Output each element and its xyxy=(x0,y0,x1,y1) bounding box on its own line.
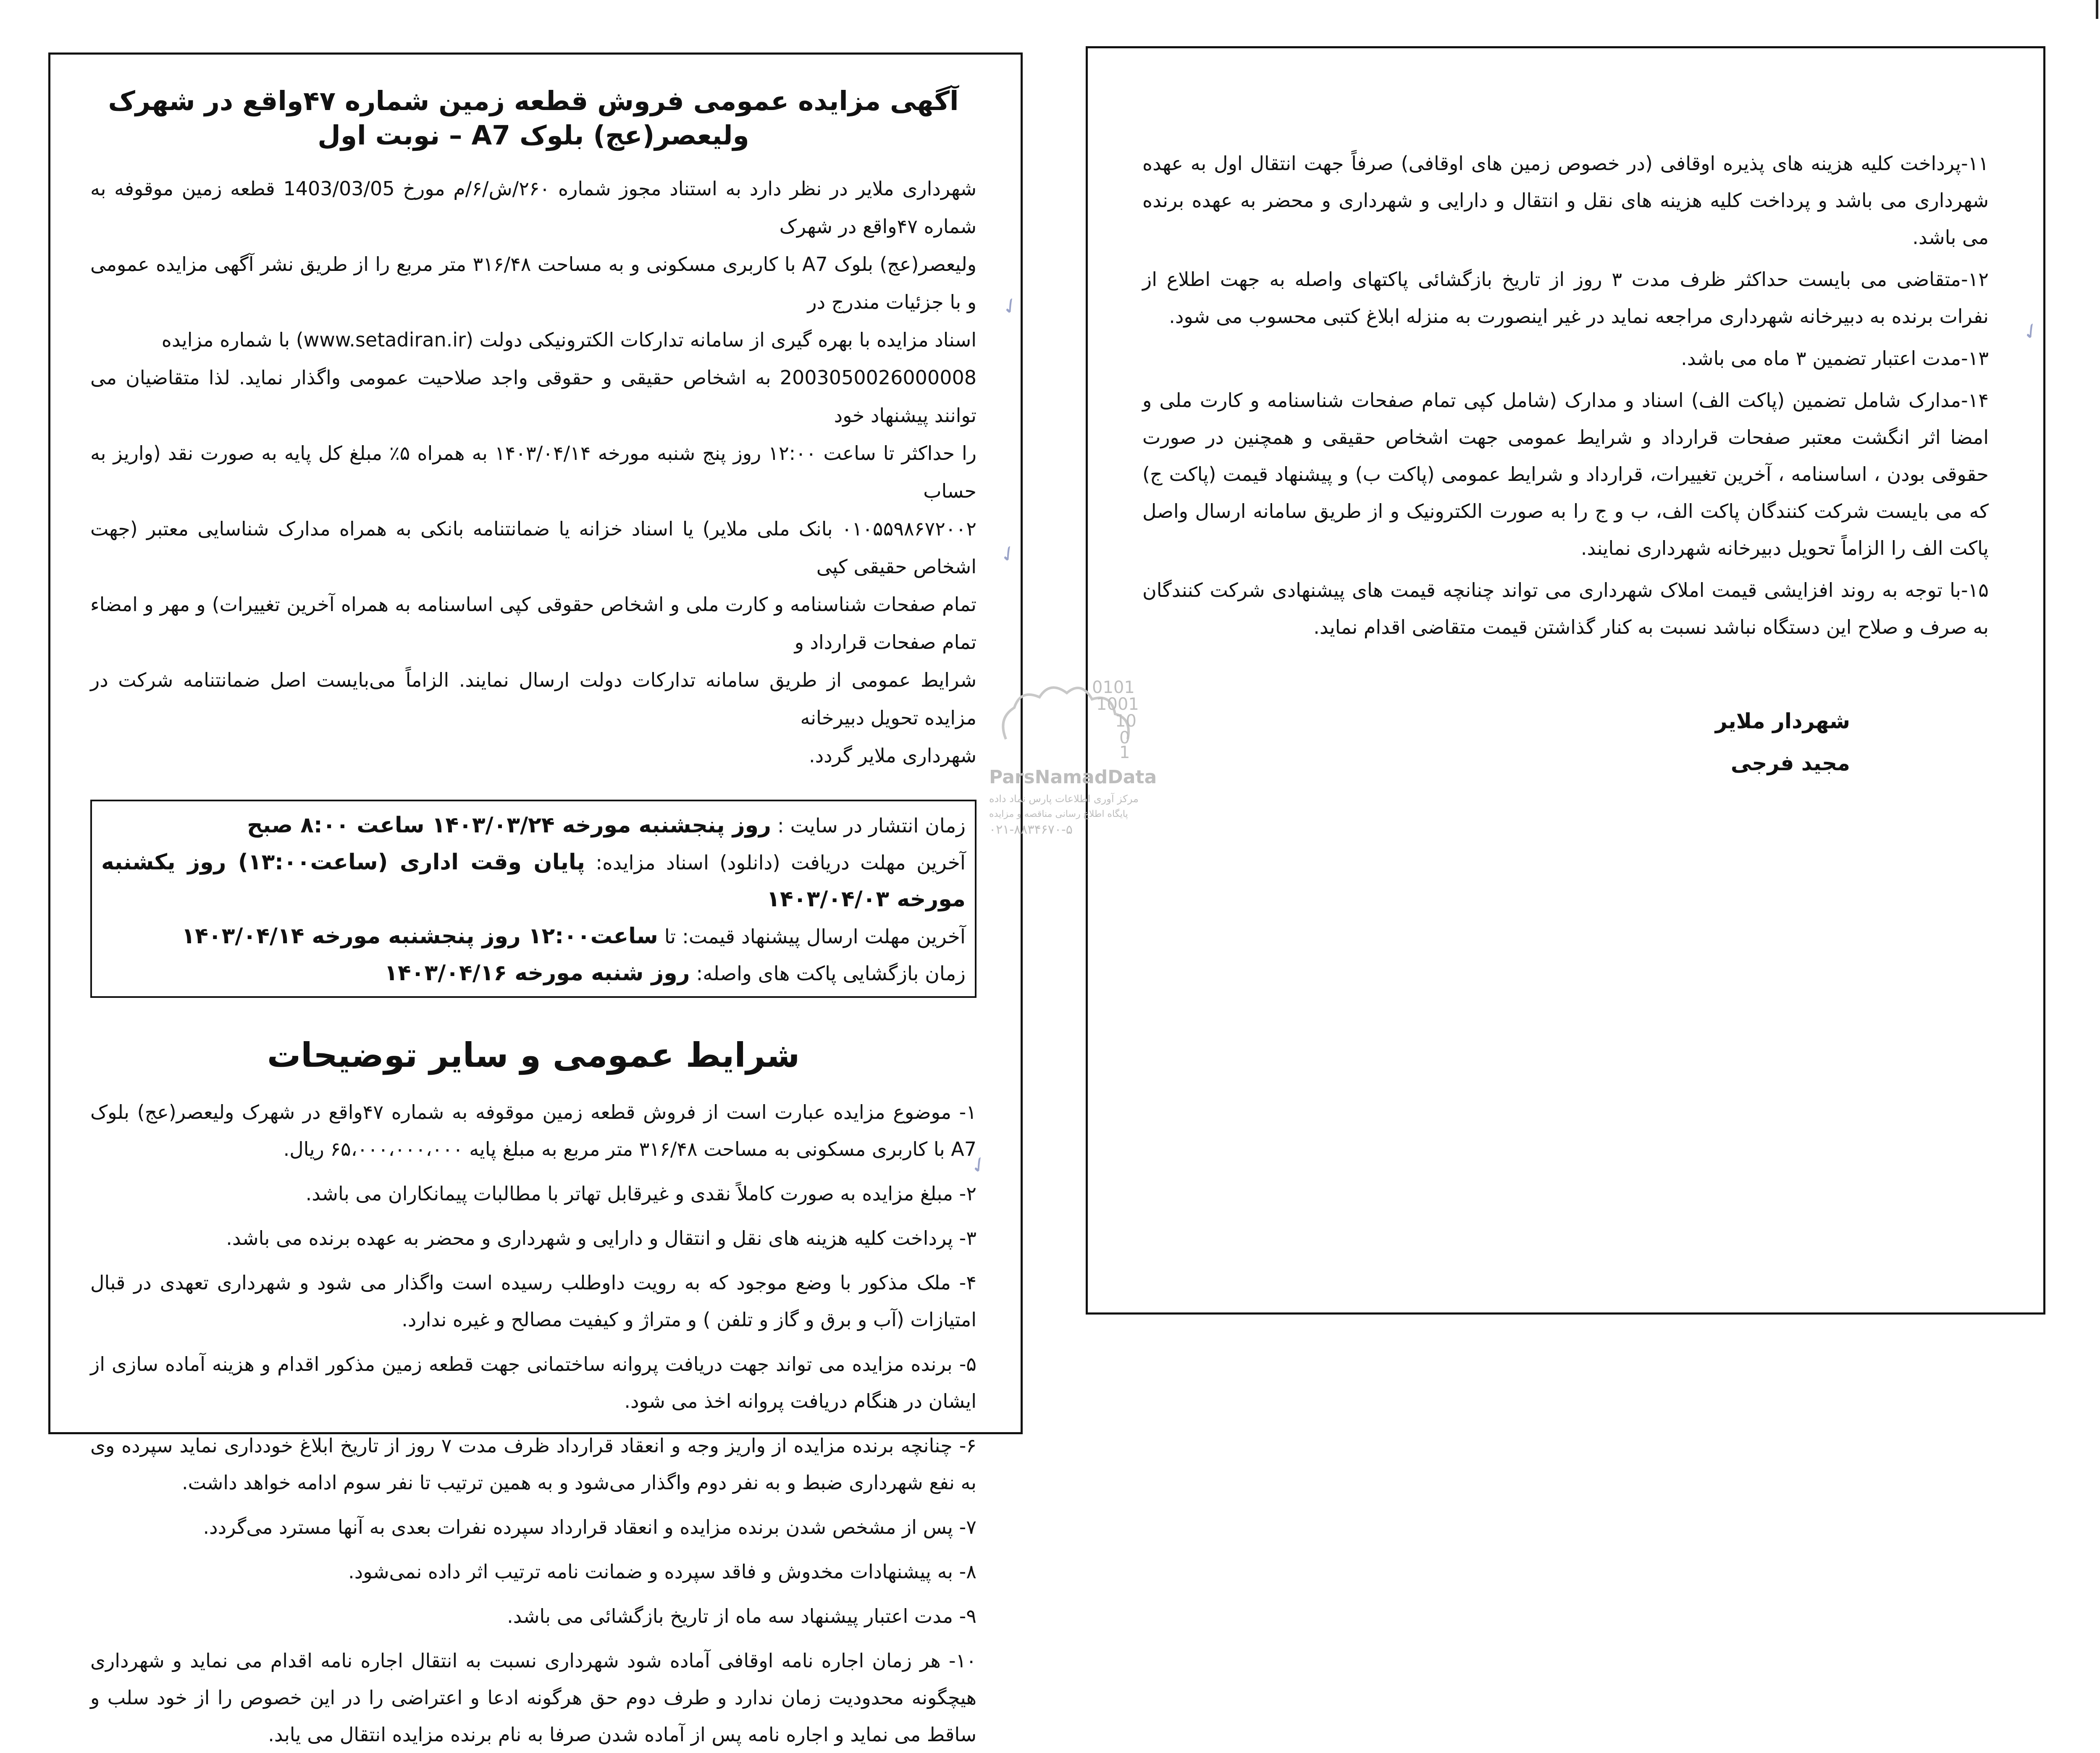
condition-item xyxy=(1142,340,1989,377)
schedule-label: زمان بازگشایی پاکت های واصله: xyxy=(690,962,966,985)
additional-conditions-list xyxy=(1142,145,1989,646)
stamp-binary: 10 xyxy=(1115,711,1137,731)
schedule-box xyxy=(90,800,976,998)
condition-number: ۴- xyxy=(959,1271,976,1294)
schedule-label: آخرین مهلت ارسال پیشنهاد قیمت: تا xyxy=(658,925,966,948)
condition-item xyxy=(90,1598,976,1635)
condition-text: پرداخت کلیه هزینه های پذیره اوقافی (در خصوص زمین های اوقافی) صرفاً جهت انتقال اول به عهده شهرداری می باشد و پرداخت کلیه هزینه های نقل و انتقال و دارایی و شهرداری و محضر به عهده برنده می باشد. xyxy=(1142,152,1989,249)
notice-intro xyxy=(90,170,976,774)
condition-item xyxy=(90,1264,976,1338)
intro-line: شهرداری ملایر گردد. xyxy=(809,744,976,767)
schedule-value: پایان وقت اداری (ساعت۱۳:۰۰) روز یکشنبه مورخه ۱۴۰۳/۰۴/۰۳ xyxy=(101,849,966,912)
schedule-row-download xyxy=(101,844,966,918)
condition-text: به پیشنهادات مخدوش و فاقد سپرده و ضمانت نامه ترتیب اثر داده نمی‌شود. xyxy=(348,1560,953,1583)
stamp-brand: ParsNamadData xyxy=(989,766,1157,788)
schedule-label: زمان انتشار در سایت : xyxy=(771,814,966,837)
condition-number: ۵- xyxy=(959,1352,977,1375)
signatory-name: مجید فرجی xyxy=(1730,751,1850,775)
signature-block xyxy=(1142,700,1850,784)
condition-text: موضوع مزایده عبارت است از فروش قطعه زمین موقوفه به شماره ۴۷واقع در شهرک ولیعصر(عج) بلوک A7 با کاربری مسکونی به مساحت ۳۱۶/۴۸ متر مربع به مبلغ پایه ۶۵،۰۰۰،۰۰۰،۰۰۰ ریال. xyxy=(90,1100,976,1160)
condition-item xyxy=(90,1346,976,1420)
intro-line: شهرداری ملایر در نظر دارد به استناد مجوز شماره ۲۶۰/ش/۶/م مورخ 1403/03/05 قطعه زمین موقوفه به شماره ۴۷واقع در شهرک xyxy=(90,177,976,238)
condition-item xyxy=(1142,261,1989,335)
schedule-row-opening xyxy=(101,955,966,992)
stamp-org: مرکز آوری اطلاعات پارس نماد داده xyxy=(989,793,1139,805)
condition-number: ۱- xyxy=(959,1100,976,1123)
condition-item xyxy=(90,1427,976,1501)
intro-line: شرایط عمومی از طریق سامانه تدارکات دولت ارسال نمایند. الزاماً می‌بایست اصل ضمانتنامه شرکت در مزایده تحویل دبیرخانه xyxy=(90,668,976,729)
pen-tick-icon: ✓ xyxy=(965,1150,993,1180)
schedule-row-submit xyxy=(101,918,966,955)
scan-edge-mark xyxy=(2096,0,2098,19)
condition-number: ۷- xyxy=(959,1515,976,1538)
condition-text: با توجه به روند افزایشی قیمت املاک شهرداری می تواند چنانچه قیمت های پیشنهادی شرکت کنندگان به صرف و صلاح این دستگاه نباشد نسبت به کنار گذاشتن قیمت متقاضی اقدام نماید. xyxy=(1142,579,1989,638)
condition-item xyxy=(90,1220,976,1257)
pen-tick-icon: ✓ xyxy=(995,539,1022,569)
condition-number: ۱۵- xyxy=(1961,579,1989,601)
condition-number: ۱۳- xyxy=(1961,347,1989,370)
stamp-binary: 1 xyxy=(1119,743,1130,762)
stamp-binary: 0101 xyxy=(1092,678,1135,697)
conditions-heading: شرایط عمومی و سایر توضیحات xyxy=(267,1035,800,1075)
schedule-value: روز شنبه مورخه ۱۴۰۳/۰۴/۱۶ xyxy=(384,960,690,986)
schedule-value: ساعت۱۲:۰۰ روز پنجشنبه مورخه ۱۴۰۳/۰۴/۱۴ xyxy=(181,923,658,949)
condition-number: ۱۴- xyxy=(1961,389,1989,412)
condition-text: مدت اعتبار پیشنهاد سه ماه از تاریخ بازگشائی می باشد. xyxy=(507,1604,953,1627)
stamp-binary: 1001 xyxy=(1096,695,1139,714)
condition-number: ۸- xyxy=(959,1560,976,1583)
signatory-title: شهردار ملایر xyxy=(1715,709,1850,733)
condition-number: ۶- xyxy=(959,1434,977,1457)
condition-number: ۹- xyxy=(959,1604,976,1627)
pen-tick-icon: ✓ xyxy=(997,291,1024,321)
additional-conditions-panel xyxy=(1086,46,2045,1315)
condition-text: مدت اعتبار تضمین ۳ ماه می باشد. xyxy=(1681,347,1961,370)
stamp-phone: ۰۲۱-۸۸۳۴۶۷۰-۵ xyxy=(989,822,1073,837)
condition-text: ملک مذکور با وضع موجود که به رویت داوطلب رسیده است واگذار می شود و شهرداری تعهدی در قبال امتیازات (آب و برق و گاز و تلفن ) و متراژ و کیفیت مصالح و غیره ندارد. xyxy=(90,1271,976,1331)
condition-number: ۱۱- xyxy=(1961,152,1989,175)
condition-item xyxy=(90,1094,976,1168)
condition-text: مدارک شامل تضمین (پاکت الف) اسناد و مدارک (شامل کپی تمام صفحات شناسنامه و کارت ملی و امضا اثر انگشت معتبر صفحات قرارداد و شرایط عمومی جهت اشخاص حقیقی و همچنین در صورت حقوقی بودن ، اساسنامه ، آخرین تغییرات، قرارداد و شرایط عمومی (پاکت ب) و پیشنهاد قیمت (پاکت ج) که می بایست شرکت کنندگان پاکت الف، ب و ج را به صورت الکترونیک و از طریق سامانه ارسال واصل پاکت الف را الزاماً تحویل دبیرخانه شهرداری نمایند. xyxy=(1142,389,1989,559)
stamp-binary: 0 xyxy=(1119,728,1130,748)
parsnamad-stamp-icon xyxy=(981,668,1174,861)
condition-text: مبلغ مزایده به صورت کاملاً نقدی و غیرقابل تهاتر با مطالبات پیمانکاران می باشد. xyxy=(305,1182,953,1205)
condition-item xyxy=(90,1175,976,1212)
auction-notice-panel xyxy=(48,52,1023,1746)
intro-line: 2003050026000008 به اشخاص حقیقی و حقوقی واجد صلاحیت عمومی واگذار نماید. لذا متقاضیان می توانند پیشنهاد خود xyxy=(90,366,976,427)
condition-item xyxy=(1142,145,1989,256)
condition-item xyxy=(90,1509,976,1546)
condition-number: ۱۲- xyxy=(1961,268,1989,291)
condition-text: هر زمان اجاره نامه اوقافی آماده شود شهرداری نسبت به انتقال اجاره نامه اقدام می نماید و شهرداری هیچگونه محدودیت زمان ندارد و طرف دوم حق هرگونه ادعا و اعتراضی را در این خصوص را از خود سلب و ساقط می نماید و اجاره نامه پس از آماده شدن صرفا به نام برنده مزایده انتقال می یابد. xyxy=(90,1649,976,1746)
schedule-value: روز پنجشنبه مورخه ۱۴۰۳/۰۳/۲۴ ساعت ۸:۰۰ صبح xyxy=(247,812,771,838)
condition-text: متقاضی می بایست حداکثر ظرف مدت ۳ روز از تاریخ بازگشائی پاکتهای واصله به جهت اطلاع از نفرات برنده به دبیرخانه شهرداری مراجعه نماید در غیر اینصورت به منزله ابلاغ کتبی محسوب می شود. xyxy=(1142,268,1989,328)
condition-number: ۱۰- xyxy=(948,1649,977,1672)
intro-line: را حداکثر تا ساعت ۱۲:۰۰ روز پنج شنبه مورخه ۱۴۰۳/۰۴/۱۴ به همراه ۵٪ مبلغ کل پایه به صورت نقد (واریز به حساب xyxy=(90,441,977,502)
condition-item xyxy=(90,1642,976,1753)
stamp-subline: پایگاه اطلاع رسانی مناقصه و مزایده xyxy=(989,809,1128,819)
intro-line: ۰۱۰۵۵۹۸۶۷۲۰۰۲ بانک ملی ملایر) یا اسناد خزانه یا ضمانتنامه بانکی به همراه مدارک شناسایی معتبر (جهت اشخاص حقیقی کپی xyxy=(90,517,976,578)
condition-item xyxy=(1142,572,1989,646)
pen-tick-icon: ✓ xyxy=(2017,316,2045,346)
intro-line: ولیعصر(عج) بلوک A7 با کاربری مسکونی و به مساحت ۳۱۶/۴۸ متر مربع را از طریق نشر آگهی مزایده عمومی و با جزئیات مندرج در xyxy=(90,252,977,313)
condition-text: پرداخت کلیه هزینه های نقل و انتقال و دارایی و شهرداری و محضر به عهده برنده می باشد. xyxy=(226,1226,953,1249)
condition-number: ۲- xyxy=(959,1182,976,1205)
notice-title: آگهی مزایده عمومی فروش قطعه زمین شماره ۴۷واقع در شهرک ولیعصر(عج) بلوک A7 – نوبت اول xyxy=(108,86,959,151)
intro-line: اسناد مزایده با بهره گیری از سامانه تدارکات الکترونیکی دولت (www.setadiran.ir) با شماره مزایده xyxy=(161,328,976,351)
condition-item xyxy=(1142,382,1989,567)
schedule-row-publish xyxy=(101,807,966,844)
schedule-label: آخرین مهلت دریافت (دانلود) اسناد مزایده: xyxy=(585,851,966,874)
condition-text: برنده مزایده می تواند جهت دریافت پروانه ساختمانی جهت قطعه زمین مذکور اقدام و هزینه آماده سازی از ایشان در هنگام دریافت پروانه اخذ می شود. xyxy=(90,1352,976,1412)
condition-number: ۳- xyxy=(959,1226,976,1249)
condition-text: پس از مشخص شدن برنده مزایده و انعقاد قرارداد سپرده نفرات بعدی به آنها مسترد می‌گردد. xyxy=(203,1515,953,1538)
condition-item xyxy=(90,1553,976,1590)
condition-text: چنانچه برنده مزایده از واریز وجه و انعقاد قرارداد ظرف مدت ۷ روز از تاریخ ابلاغ خودداری نماید سپرده وی به نفع شهرداری ضبط و به نفر دوم واگذار می‌شود و به همین ترتیب تا نفر سوم ادامه خواهد داشت. xyxy=(90,1434,976,1494)
intro-line: تمام صفحات شناسنامه و کارت ملی و اشخاص حقوقی کپی اساسنامه به همراه آخرین تغییرات) و مهر و امضاء تمام صفحات قرارداد و xyxy=(90,593,976,653)
general-conditions-list xyxy=(90,1094,976,1753)
